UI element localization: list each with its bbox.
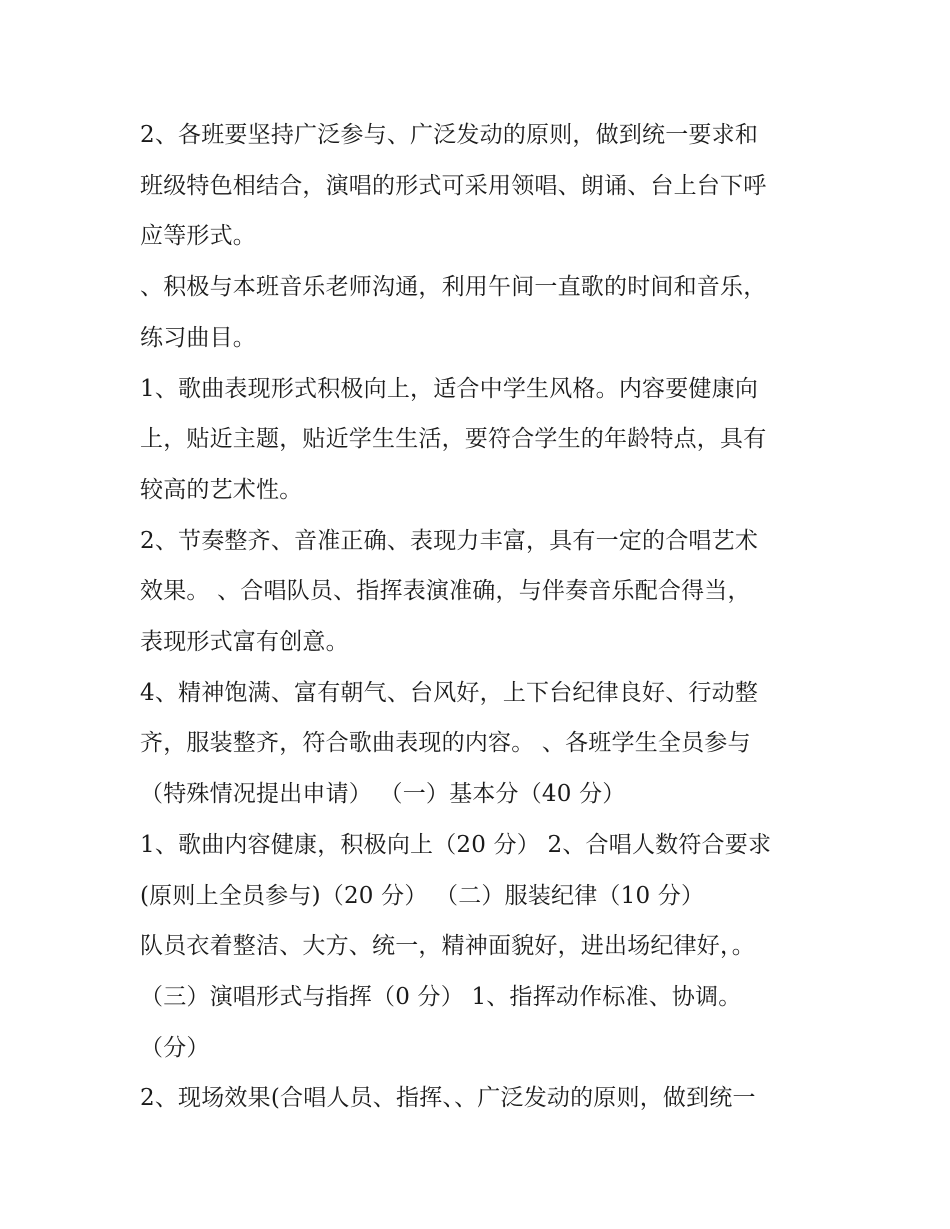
text-line: 2、各班要坚持广泛参与、广泛发动的原则，做到统一要求和 [140,122,759,148]
text-line: （特殊情况提出申请） （一）基本分（40 分） [140,781,626,808]
text-line: 1、歌曲内容健康，积极向上（20 分） 2、合唱人数符合要求 [140,831,772,858]
document-body [140,110,830,1124]
text-line: 2、现场效果(合唱人员、指挥、、广泛发动的原则，做到统一 [140,1085,756,1112]
text-line: 4、精神饱满、富有朝气、台风好，上下台纪律良好、行动整 [140,679,759,706]
text-line: 、积极与本班音乐老师沟通，利用午间一直歌的时间和音乐， [140,274,767,301]
text-line: 班级特色相结合，演唱的形式可采用领唱、朗诵、台上台下呼 [140,172,767,199]
text-line: 齐，服装整齐，符合歌曲表现的内容。 、各班学生全员参与 [140,730,751,757]
text-line: 练习曲目。 [140,324,256,351]
text-line: 上，贴近主题，贴近学生生活，要符合学生的年龄特点，具有 [140,426,767,453]
text-line: 1、歌曲表现形式积极向上，适合中学生风格。内容要健康向 [140,375,759,402]
text-line: 2、节奏整齐、音准正确、表现力丰富，具有一定的合唱艺术 [140,527,759,554]
text-line: (原则上全员参与)（20 分） （二）服装纪律（10 分） [140,882,705,909]
text-line: 应等形式。 [140,223,256,250]
text-line: 效果。 、合唱队员、指挥表演准确，与伴奏音乐配合得当， [140,578,751,605]
text-line: 表现形式富有创意。 [140,629,349,656]
text-line: （三）演唱形式与指挥（0 分） 1、指挥动作标准、协调。 [140,983,742,1010]
text-line: 队员衣着整洁、大方、统一，精神面貌好，进出场纪律好，。 [140,933,755,960]
text-line: 较高的艺术性。 [140,476,303,503]
text-line: （分） [140,1034,210,1061]
